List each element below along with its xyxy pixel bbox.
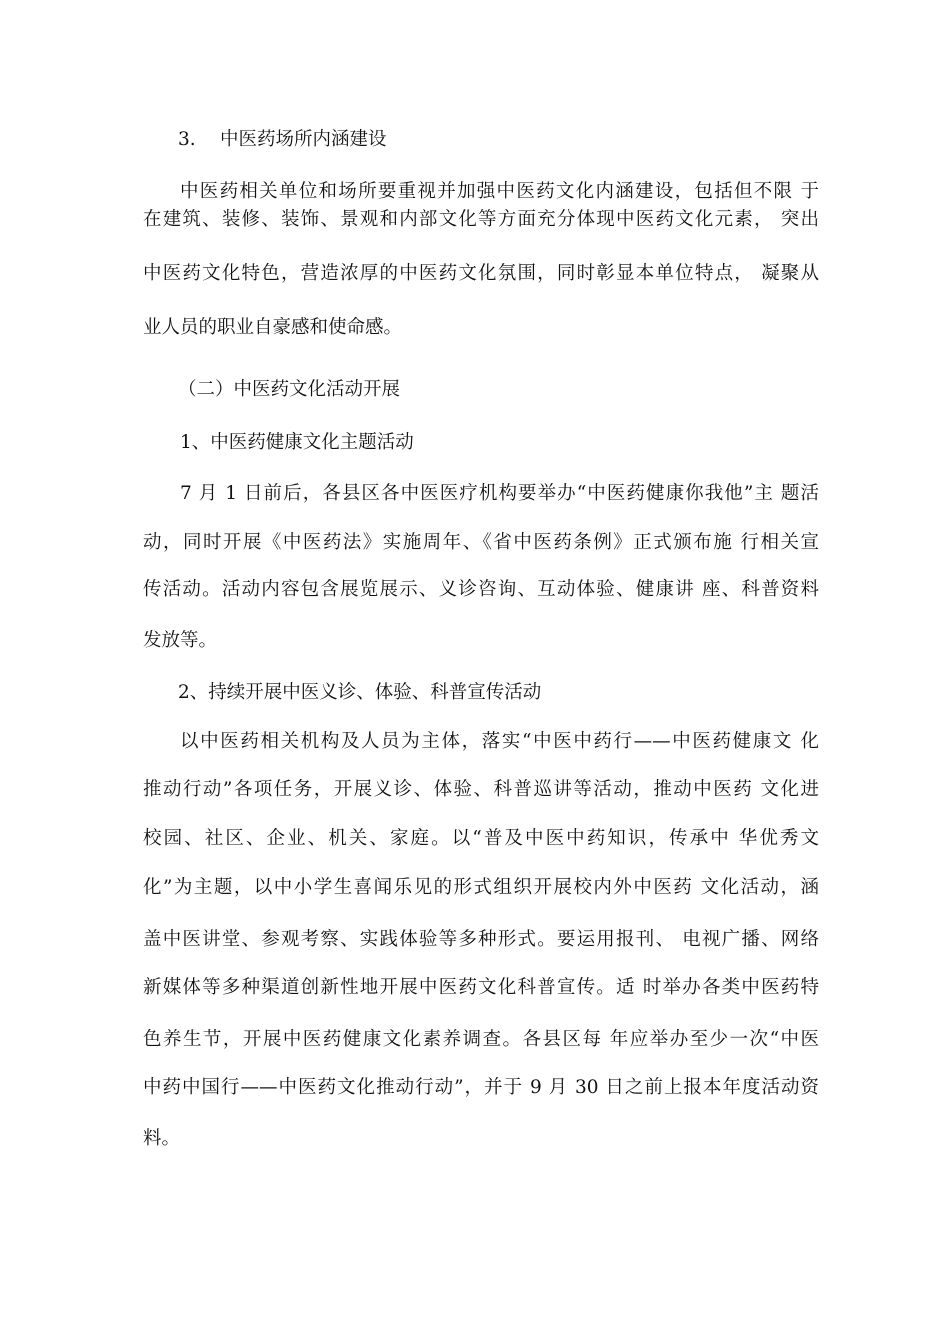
- section-3-number: 3.: [178, 129, 196, 150]
- paragraph-3-line-7: 色养生节，开展中医药健康文化素养调查。各县区每 年应举办至少一次“中医: [143, 1029, 819, 1050]
- paragraph-3-line-9: 料。: [143, 1128, 181, 1149]
- paragraph-2-line-3: 传活动。活动内容包含展览展示、义诊咨询、互动体验、健康讲 座、科普资料: [143, 579, 819, 600]
- item-2-heading: 2、持续开展中医义诊、体验、科普宣传活动: [178, 682, 542, 703]
- paragraph-2-line-1: 7 月 1 日前后，各县区各中医医疗机构要举办“中医药健康你我他”主 题活: [180, 483, 819, 504]
- paragraph-2-line-2: 动，同时开展《中医药法》实施周年、《省中医药条例》正式颁布施 行相关宣: [143, 532, 819, 553]
- paragraph-1-line-2: 在建筑、装修、装饰、景观和内部文化等方面充分体现中医药文化元素， 突出: [143, 209, 819, 230]
- paragraph-1-line-1: 中医药相关单位和场所要重视并加强中医药文化内涵建设，包括但不限 于: [180, 181, 819, 202]
- paragraph-3-line-6: 新媒体等多种渠道创新性地开展中医药文化科普宣传。适 时举办各类中医药特: [143, 977, 819, 998]
- paragraph-2-line-4: 发放等。: [143, 630, 218, 651]
- section-3-title: 中医药场所内涵建设: [220, 129, 387, 150]
- paragraph-3-line-3: 校园、社区、企业、机关、家庭。以“普及中医中药知识，传承中 华优秀文: [143, 828, 819, 849]
- paragraph-3-line-4: 化”为主题，以中小学生喜闻乐见的形式组织开展校内外中医药 文化活动，涵: [143, 877, 819, 898]
- subsection-2-heading: （二）中医药文化活动开展: [178, 379, 401, 400]
- paragraph-1-line-3: 中医药文化特色，营造浓厚的中医药文化氛围，同时彰显本单位特点， 凝聚从: [143, 263, 819, 284]
- paragraph-3-line-2: 推动行动”各项任务，开展义诊、体验、科普巡讲等活动，推动中医药 文化进: [143, 779, 819, 800]
- paragraph-3-line-1: 以中医药相关机构及人员为主体，落实“中医中药行——中医药健康文 化: [180, 731, 819, 752]
- paragraph-3-line-5: 盖中医讲堂、参观考察、实践体验等多种形式。要运用报刊、 电视广播、网络: [143, 929, 819, 950]
- paragraph-1-line-4: 业人员的职业自豪感和使命感。: [143, 317, 403, 338]
- item-1-heading: 1、中医药健康文化主题活动: [180, 432, 414, 453]
- paragraph-3-line-8: 中药中国行——中医药文化推动行动”，并于 9 月 30 日之前上报本年度活动资: [143, 1077, 819, 1098]
